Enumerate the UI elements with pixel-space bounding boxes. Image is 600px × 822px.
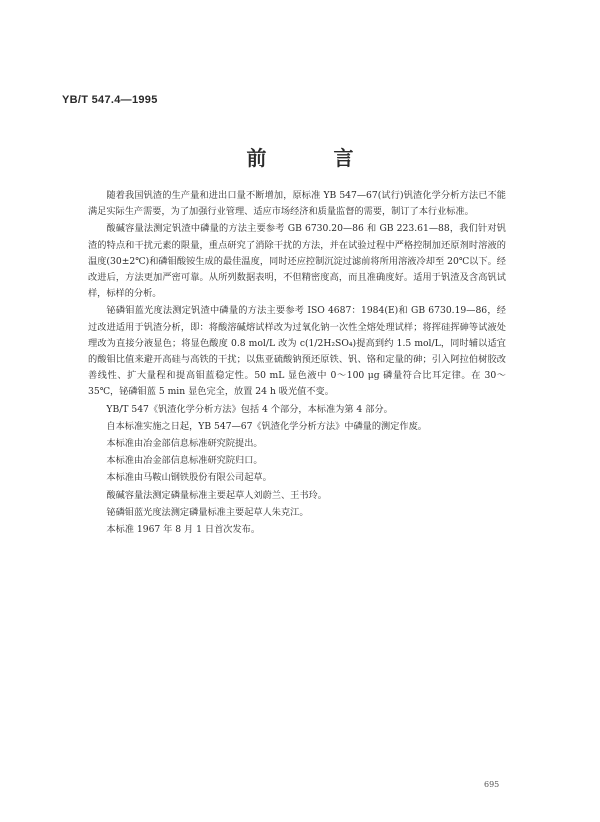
paragraph: 本标准由马鞍山钢铁股份有限公司起草。 [106,472,272,484]
paragraph: 随着我国钒渣的生产量和进出口量不断增加，原标准 YB 547—67(试行)钒渣化学分析方法已不能满足实际生产需要，为了加强行业管理、适应市场经济和质量监督的需要，制订了本行业标准。 [88,190,506,218]
paragraph: 酸碱容量法测定磷量标准主要起草人刘蔚兰、王书玲。 [106,489,327,501]
paragraph: 自本标准实施之日起，YB 547—67《钒渣化学分析方法》中磷量的测定作废。 [106,420,427,432]
paragraph: 铋磷钼蓝光度法测定磷量标准主要起草人朱克江。 [106,506,309,518]
paragraph: YB/T 547《钒渣化学分析方法》包括 4 个部分，本标准为第 4 部分。 [106,403,393,415]
paragraph: 铋磷钼蓝光度法测定钒渣中磷量的方法主要参考 ISO 4687：1984(E)和 GB 6730.19—86，经过改进适用于钒渣分析，即：将酸溶碱熔试样改为过氧化钠一次性全熔处理试样；将挥硅挥砷等试液处理改为直接分液显色；将显色酸度 0.8 mol/L 改为 c(1/2H₂SO₄)提高到约 1.5 mol/L，同时辅以适宜的酸钼比值来避开高硅与高铁的干扰；以焦亚硫酸钠预还原铁、钒、铬和定量的砷；引入阿拉伯树胶改善线性、扩大量程和提高钼蓝稳定性。50 mL 显色液中 0～100 μg 磷量符合比耳定律。在 30～35℃，铋磷钼蓝 5 min 显色完全，放置 24 h 吸光值不变。 [88,305,506,398]
standard-code: YB/T 547.4—1995 [62,94,158,106]
page-title: 前 言 [246,146,384,170]
paragraph: 酸碱容量法测定钒渣中磷量的方法主要参考 GB 6730.20—86 和 GB 223.61—88，我们针对钒渣的特点和干扰元素的限量，重点研究了消除干扰的方法，并在试验过程中严格控制加还原剂时溶液的温度(30±2℃)和磷钼酸铵生成的最佳温度，同时还应控制沉淀过滤前将所用溶液冷却至 20℃以下。经改进后，方法更加严密可靠。从所列数据表明，不但精密度高，而且准确度好。适用于钒渣及含高钒试样，标样的分析。 [88,223,506,300]
paragraph: 本标准由冶金部信息标准研究院提出。 [106,438,263,450]
paragraph: 本标准由冶金部信息标准研究院归口。 [106,455,263,467]
page-number: 695 [484,780,500,789]
foreword-body [88,188,506,539]
paragraph: 本标准 1967 年 8 月 1 日首次发布。 [106,524,261,536]
